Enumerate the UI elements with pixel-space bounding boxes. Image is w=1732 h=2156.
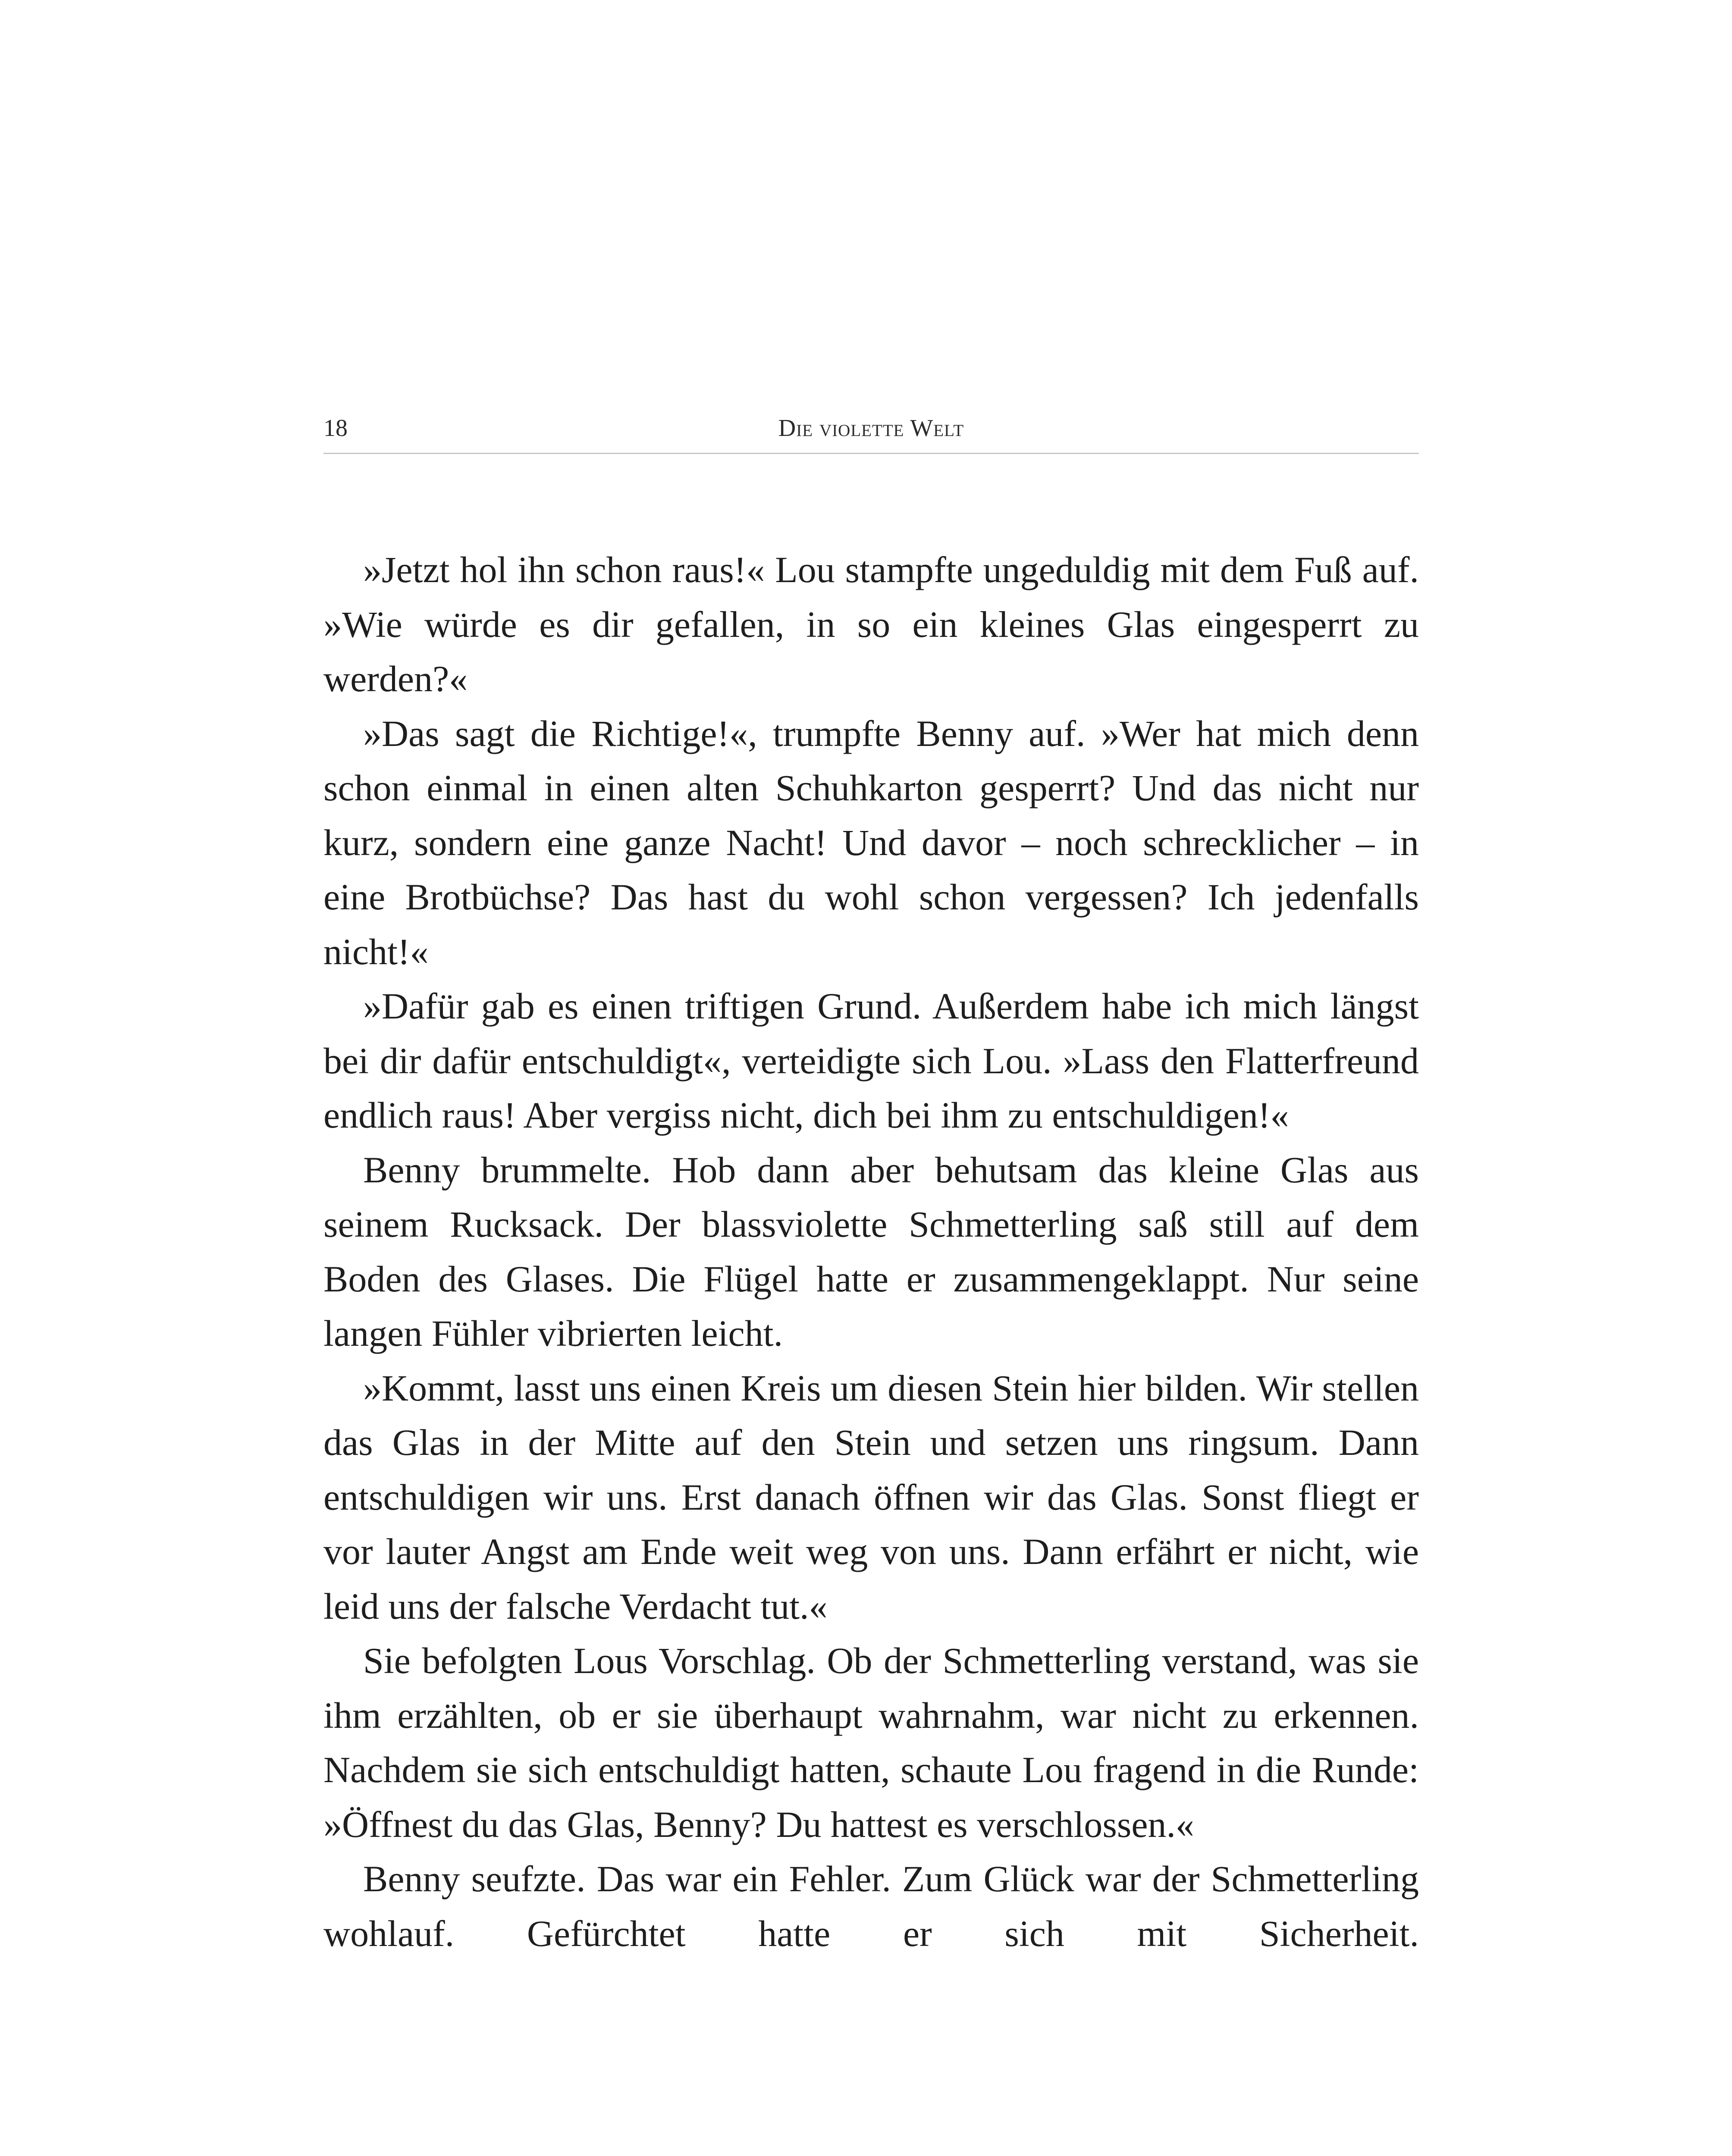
paragraph: Benny seufzte. Das war ein Fehler. Zum Glück war der Schmetterling wohlauf. Gefürchtet hatte er sich mit Sicherheit. <box>323 1858 1419 1954</box>
paragraph: Sie befolgten Lous Vorschlag. Ob der Schmetterling verstand, was sie ihm erzählten, ob er sie überhaupt wahrnahm, war nicht zu erkennen. Nachdem sie sich entschuldigt hatten, schaute Lou fragend in die Runde: »Öffnest du das Glas, Benny? Du hattest es verschlossen.« <box>323 1640 1419 1845</box>
paragraph: »Das sagt die Richtige!«, trumpfte Benny auf. »Wer hat mich denn schon einmal in einen alten Schuhkarton gesperrt? Und das nicht nur kurz, sondern eine ganze Nacht! Und davor – noch schrecklicher – in eine Brotbüchse? Das hast du wohl schon vergessen? Ich jedenfalls nicht!« <box>323 712 1419 972</box>
header-rule <box>323 453 1419 454</box>
body-text <box>323 542 1419 1961</box>
running-title: Die violette Welt <box>778 415 964 442</box>
page-number: 18 <box>323 415 348 442</box>
paragraph: Benny brummelte. Hob dann aber behutsam das kleine Glas aus seinem Rucksack. Der blassviolette Schmetterling saß still auf dem Boden des Glases. Die Flügel hatte er zusammengeklappt. Nur seine langen Fühler vibrierten leicht. <box>323 1149 1419 1354</box>
paragraph: »Kommt, lasst uns einen Kreis um diesen Stein hier bilden. Wir stellen das Glas in der Mitte auf den Stein und setzen uns ringsum. Dann entschuldigen wir uns. Erst danach öffnen wir das Glas. Sonst fliegt er vor lauter Angst am Ende weit weg von uns. Dann erfährt er nicht, wie leid uns der falsche Verdacht tut.« <box>323 1367 1419 1627</box>
running-header <box>323 403 1419 451</box>
paragraph: »Dafür gab es einen triftigen Grund. Außerdem habe ich mich längst bei dir dafür entschuldigt«, verteidigte sich Lou. »Lass den Flatterfreund endlich raus! Aber vergiss nicht, dich bei ihm zu entschuldigen!« <box>323 985 1419 1136</box>
paragraph: »Jetzt hol ihn schon raus!« Lou stampfte ungeduldig mit dem Fuß auf. »Wie würde es dir gefallen, in so ein kleines Glas eingesperrt zu werden?« <box>323 549 1419 699</box>
